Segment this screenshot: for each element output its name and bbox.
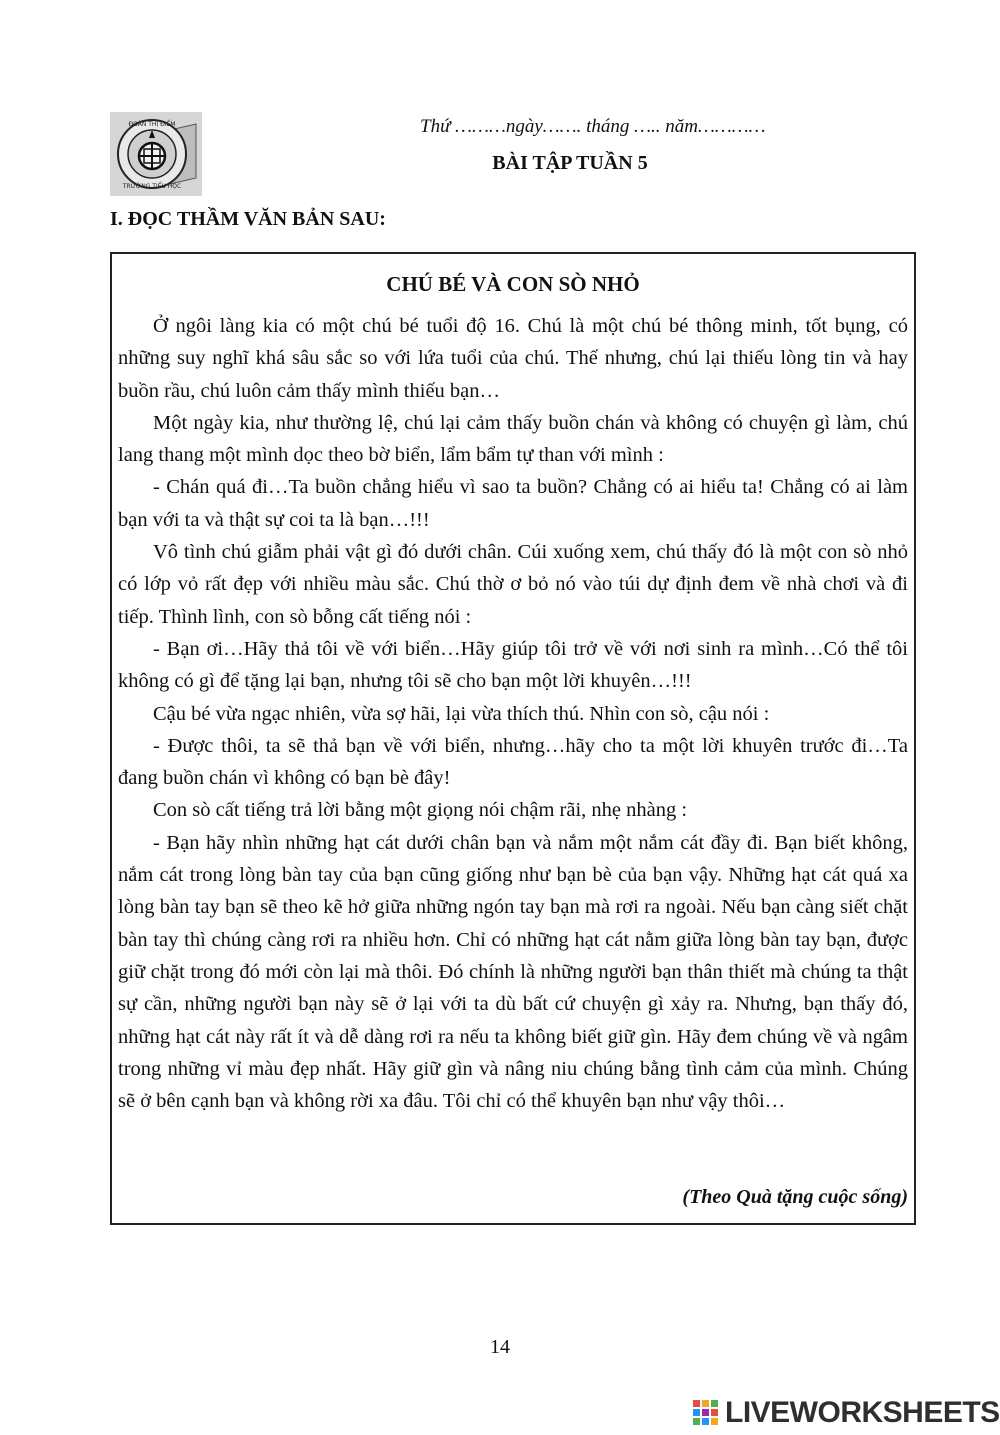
logo-text-top: ĐOÀN THỊ ĐIỂM: [128, 121, 176, 128]
story-paragraph: Con sò cất tiếng trả lời bằng một giọng nói chậm rãi, nhẹ nhàng :: [153, 799, 688, 822]
story-paragraph: Vô tình chú giẫm phải vật gì đó dưới chân. Cúi xuống xem, chú thấy đó là một con sò nhỏ có lớp vỏ rất đẹp với nhiều màu sắc. Chú thờ ơ bỏ nó vào túi dự định đem về nhà chơi và đi tiếp. Thình lình, con sò bỗng cất tiếng nói :: [118, 541, 908, 628]
story-source: (Theo Quà tặng cuộc sống): [682, 1186, 908, 1208]
liveworksheets-logo-icon: [693, 1400, 719, 1426]
logo-text-bottom: TRƯỜNG TIỂU HỌC: [122, 183, 182, 190]
liveworksheets-watermark[interactable]: [693, 1396, 1000, 1432]
page-number: 14: [490, 1336, 510, 1358]
story-title: CHÚ BÉ VÀ CON SÒ NHỎ: [386, 272, 640, 296]
date-line: Thứ ………ngày……. tháng ….. năm…………: [420, 116, 766, 137]
story-paragraph: Cậu bé vừa ngạc nhiên, vừa sợ hãi, lại vừa thích thú. Nhìn con sò, cậu nói :: [153, 702, 770, 725]
story-paragraph: Ở ngôi làng kia có một chú bé tuổi độ 16. Chú là một chú bé thông minh, tốt bụng, có những suy nghĩ khá sâu sắc so với lứa tuổi của chú. Thế nhưng, chú lại thiếu lòng tin và hay buồn rầu, chú luôn cảm thấy mình thiếu bạn…: [118, 315, 908, 402]
story-paragraph: - Chán quá đi…Ta buồn chẳng hiểu vì sao ta buồn? Chẳng có ai hiểu ta! Chẳng có ai làm bạn với ta và thật sự coi ta là bạn…!!!: [118, 476, 908, 531]
worksheet-title: BÀI TẬP TUẦN 5: [492, 152, 648, 174]
story-paragraph: Một ngày kia, như thường lệ, chú lại cảm thấy buồn chán và không có chuyện gì làm, chú lang thang một mình dọc theo bờ biển, lẩm bẩm tự than với mình :: [118, 411, 908, 467]
story-body: [118, 310, 908, 1117]
story-paragraph: - Bạn hãy nhìn những hạt cát dưới chân bạn và nắm một nắm cát đầy đi. Bạn biết không, nắm cát trong lòng bàn tay của bạn cũng giống như bạn bè của bạn vậy. Những hạt cát quá xa lòng bàn tay bạn sẽ theo kẽ hở giữa những ngón tay bạn mà rơi ra ngoài. Nếu bạn càng siết chặt bàn tay thì chúng càng rơi ra nhiều hơn. Chỉ có những hạt cát nằm giữa lòng bàn tay bạn, được giữ chặt trong đó mới còn lại mà thôi. Đó chính là những người bạn thân thiết mà chúng ta thật sự cần, những người bạn này sẽ ở lại với ta dù bất cứ chuyện gì xảy ra. Nhưng, bạn thấy đó, những hạt cát này rất ít và dễ dàng rơi ra nếu ta không biết giữ gìn. Hãy đem chúng về và ngâm trong những vỉ màu đẹp nhất. Hãy giữ gìn và nâng niu chúng bằng tình cảm của mình. Chúng sẽ ở bên cạnh bạn và không rời xa đâu. Tôi chỉ có thể khuyên bạn như vậy thôi…: [118, 831, 908, 1113]
school-logo: [110, 112, 202, 196]
story-paragraph: - Được thôi, ta sẽ thả bạn về với biển, nhưng…hãy cho ta một lời khuyên trước đi…Ta đang buồn chán vì không có bạn bè đây!: [118, 734, 908, 790]
story-paragraph: - Bạn ơi…Hãy thả tôi về với biển…Hãy giúp tôi trở về với nơi sinh ra mình…Có thể tôi không có gì để tặng lại bạn, nhưng tôi sẽ cho bạn một lời khuyên…!!!: [118, 637, 908, 693]
section-heading: I. ĐỌC THẦM VĂN BẢN SAU:: [110, 208, 386, 230]
liveworksheets-logo-text: LIVEWORKSHEETS: [725, 1396, 1000, 1429]
story-box: [110, 252, 916, 1225]
